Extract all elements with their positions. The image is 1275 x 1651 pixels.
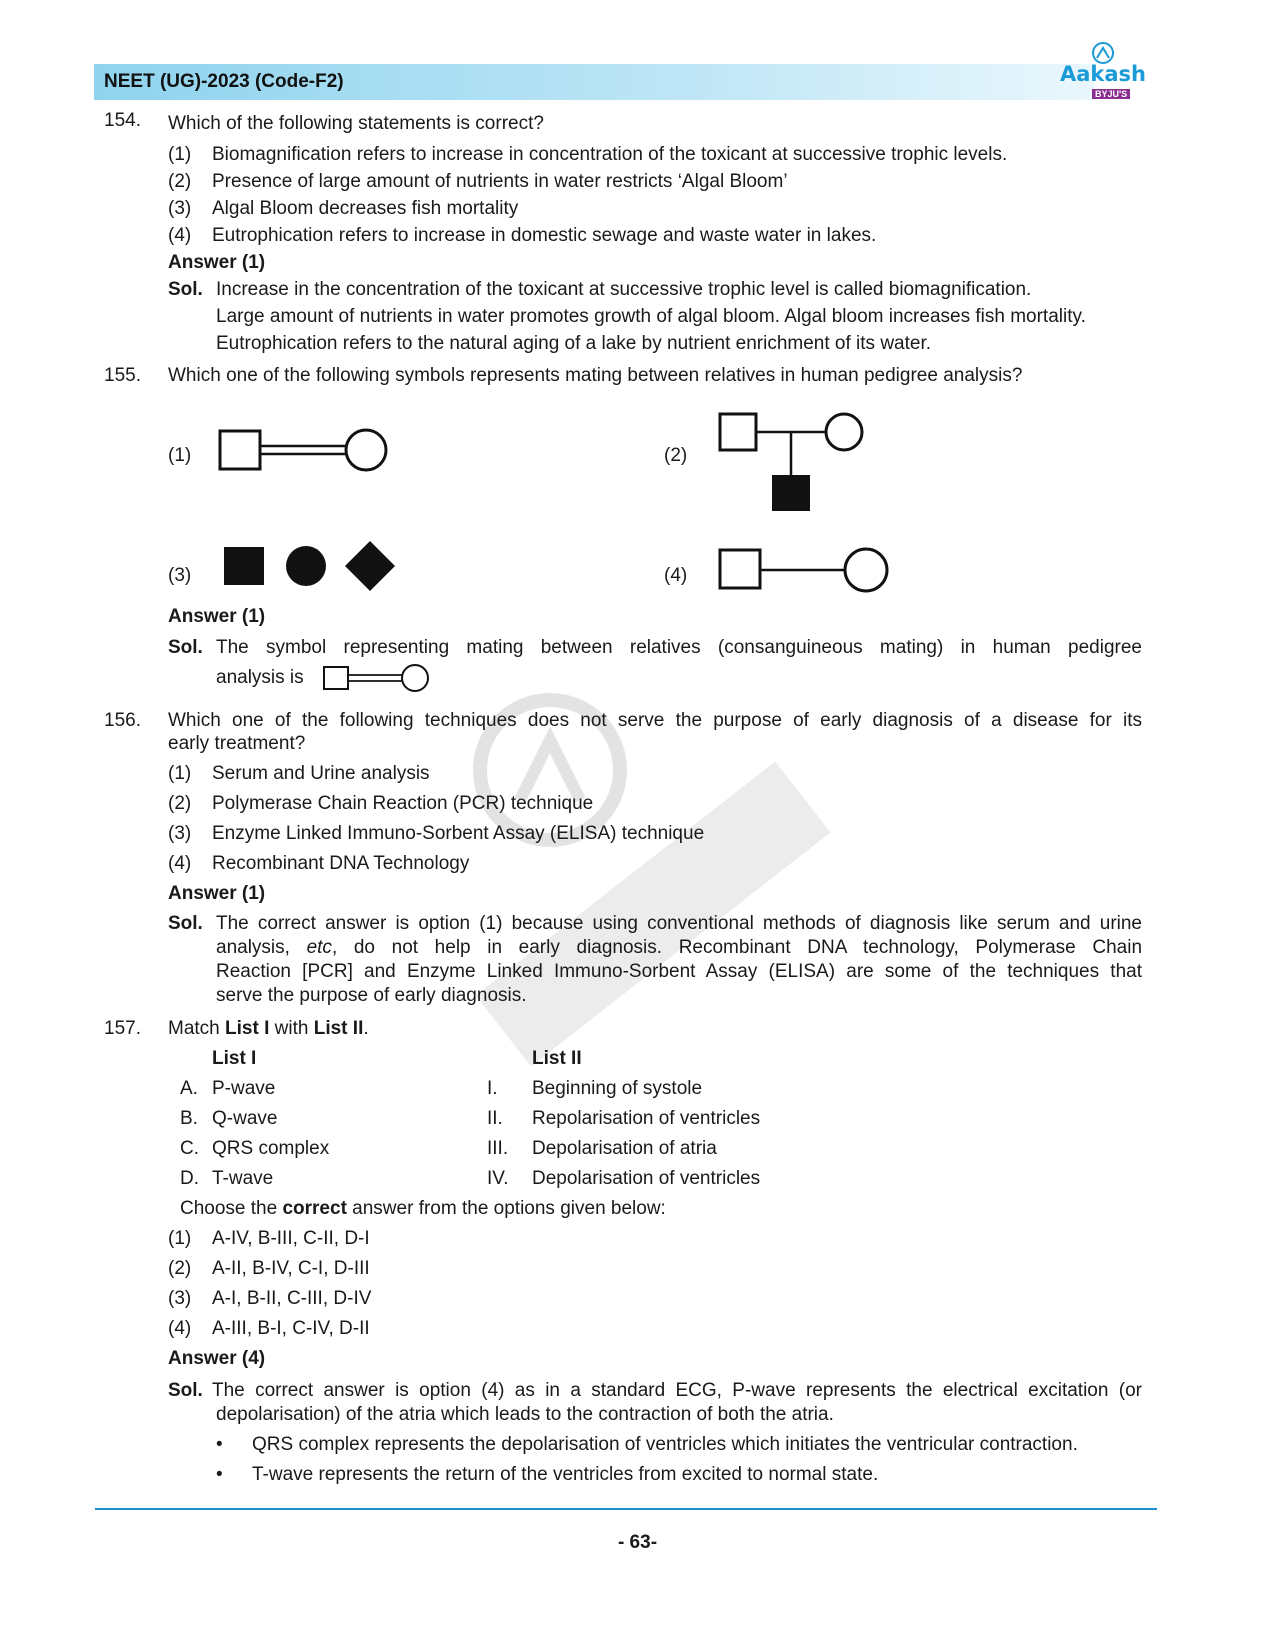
list2-value: Repolarisation of ventricles: [532, 1108, 761, 1129]
q157-option-text: A-III, B-I, C-IV, D-II: [212, 1318, 370, 1339]
aakash-watermark-icon: [440, 680, 860, 1100]
list2-value: Depolarisation of atria: [532, 1138, 717, 1159]
q154-sol-line: Large amount of nutrients in water promotes growth of algal bloom. Algal bloom increases fish mortality.: [216, 306, 1086, 327]
list2-heading: List II: [532, 1048, 582, 1069]
q154-option-text: Biomagnification refers to increase in concentration of the toxicant at successive trophic levels.: [212, 144, 1008, 165]
q157-option-number: (3): [168, 1288, 192, 1309]
q156-text: Which one of the following techniques does not serve the purpose of early diagnosis of a disease for its: [168, 710, 1142, 731]
q157-number: 157.: [104, 1018, 141, 1039]
q156-sol-line: The correct answer is option (1) because using conventional methods of diagnosis like serum and urine: [216, 913, 1142, 934]
list1-key: C.: [180, 1138, 199, 1159]
q155-option-number: (3): [168, 565, 192, 586]
list1-key: A.: [180, 1078, 198, 1099]
mating-symbol-icon: [716, 545, 896, 595]
q154-answer: Answer (1): [168, 252, 266, 273]
q157-option-text: A-IV, B-III, C-II, D-I: [212, 1228, 370, 1249]
bullet-icon: •: [216, 1464, 223, 1485]
q154-option-number: (3): [168, 198, 192, 219]
q155-sol-line: The symbol representing mating between relatives (consanguineous mating) in human pedigree: [216, 637, 1142, 658]
q154-sol-label: Sol.: [168, 279, 203, 300]
aakash-logo: [1058, 40, 1148, 102]
list1-heading: List I: [212, 1048, 257, 1069]
q157-option-number: (2): [168, 1258, 192, 1279]
list2-key: II.: [487, 1108, 503, 1129]
q155-text: Which one of the following symbols represents mating between relatives in human pedigree analysis?: [168, 365, 1023, 386]
q157-bullet-text: T-wave represents the return of the ventricles from excited to normal state.: [252, 1464, 879, 1485]
q154-option-text: Presence of large amount of nutrients in water restricts ‘Algal Bloom’: [212, 171, 788, 192]
q157-sol-line: The correct answer is option (4) as in a standard ECG, P-wave represents the electrical excitation (or: [212, 1380, 1142, 1401]
q156-option-text: Polymerase Chain Reaction (PCR) technique: [212, 793, 594, 814]
q154-option-number: (4): [168, 225, 192, 246]
bullet-icon: •: [216, 1434, 223, 1455]
list1-value: QRS complex: [212, 1138, 330, 1159]
q156-option-number: (1): [168, 763, 192, 784]
q155-sol-line: analysis is: [216, 667, 304, 688]
q154-option-text: Eutrophication refers to increase in domestic sewage and waste water in lakes.: [212, 225, 877, 246]
q156-option-number: (2): [168, 793, 192, 814]
consanguineous-mating-symbol-icon: [322, 662, 432, 694]
list2-key: I.: [487, 1078, 498, 1099]
q155-option-number: (4): [664, 565, 688, 586]
q154-number: 154.: [104, 110, 141, 131]
list1-value: P-wave: [212, 1078, 276, 1099]
q154-sol-line: Increase in the concentration of the toxicant at successive trophic level is called biomagnification.: [216, 279, 1032, 300]
list2-value: Depolarisation of ventricles: [532, 1168, 761, 1189]
logo-text: Aakash: [1059, 62, 1146, 86]
q154-sol-line: Eutrophication refers to the natural aging of a lake by nutrient enrichment of its water.: [216, 333, 932, 354]
q157-bullet-text: QRS complex represents the depolarisation of ventricles which initiates the ventricular contraction.: [252, 1434, 1078, 1455]
q156-option-text: Recombinant DNA Technology: [212, 853, 470, 874]
q156-option-number: (4): [168, 853, 192, 874]
q156-text: early treatment?: [168, 733, 306, 754]
q157-text: Match List I with List II.: [168, 1018, 369, 1039]
list1-value: T-wave: [212, 1168, 274, 1189]
footer-divider: [95, 1508, 1157, 1510]
logo-badge: BYJU'S: [1092, 89, 1130, 99]
q156-sol-line: Reaction [PCR] and Enzyme Linked Immuno-Sorbent Assay (ELISA) are some of the techniques that: [216, 961, 1142, 982]
q156-sol-line: serve the purpose of early diagnosis.: [216, 985, 527, 1006]
q154-text: Which of the following statements is correct?: [168, 113, 544, 134]
q155-option-number: (2): [664, 445, 688, 466]
q157-option-text: A-I, B-II, C-III, D-IV: [212, 1288, 372, 1309]
list2-key: III.: [487, 1138, 509, 1159]
q154-option-number: (1): [168, 144, 192, 165]
q157-option-text: A-II, B-IV, C-I, D-III: [212, 1258, 370, 1279]
q157-option-number: (4): [168, 1318, 192, 1339]
parents-offspring-symbol-icon: [716, 410, 876, 515]
q154-option-text: Algal Bloom decreases fish mortality: [212, 198, 519, 219]
page-number: - 63-: [617, 1532, 658, 1553]
list1-value: Q-wave: [212, 1108, 278, 1129]
q155-sol-label: Sol.: [168, 637, 203, 658]
q157-sol-line: depolarisation) of the atria which leads to the contraction of both the atria.: [216, 1404, 834, 1425]
q155-option-number: (1): [168, 445, 192, 466]
list1-key: B.: [180, 1108, 198, 1129]
q156-sol-label: Sol.: [168, 913, 203, 934]
q155-answer: Answer (1): [168, 606, 266, 627]
list1-key: D.: [180, 1168, 199, 1189]
q156-sol-line: analysis, etc, do not help in early diagnosis. Recombinant DNA technology, Polymerase Chain: [216, 937, 1143, 958]
q157-instruction: Choose the correct answer from the options given below:: [180, 1198, 666, 1219]
list2-value: Beginning of systole: [532, 1078, 703, 1099]
q157-answer: Answer (4): [168, 1348, 266, 1369]
q156-answer: Answer (1): [168, 883, 266, 904]
q154-option-number: (2): [168, 171, 192, 192]
q157-option-number: (1): [168, 1228, 192, 1249]
list2-key: IV.: [487, 1168, 509, 1189]
q155-number: 155.: [104, 365, 141, 386]
q156-number: 156.: [104, 710, 141, 731]
q156-option-number: (3): [168, 823, 192, 844]
page-title: NEET (UG)-2023 (Code-F2): [104, 71, 344, 92]
affected-individuals-symbol-icon: [220, 538, 400, 596]
q156-option-text: Enzyme Linked Immuno-Sorbent Assay (ELISA) technique: [212, 823, 705, 844]
consanguineous-mating-symbol-icon: [216, 425, 396, 475]
q157-sol-label: Sol.: [168, 1380, 203, 1401]
q156-option-text: Serum and Urine analysis: [212, 763, 430, 784]
